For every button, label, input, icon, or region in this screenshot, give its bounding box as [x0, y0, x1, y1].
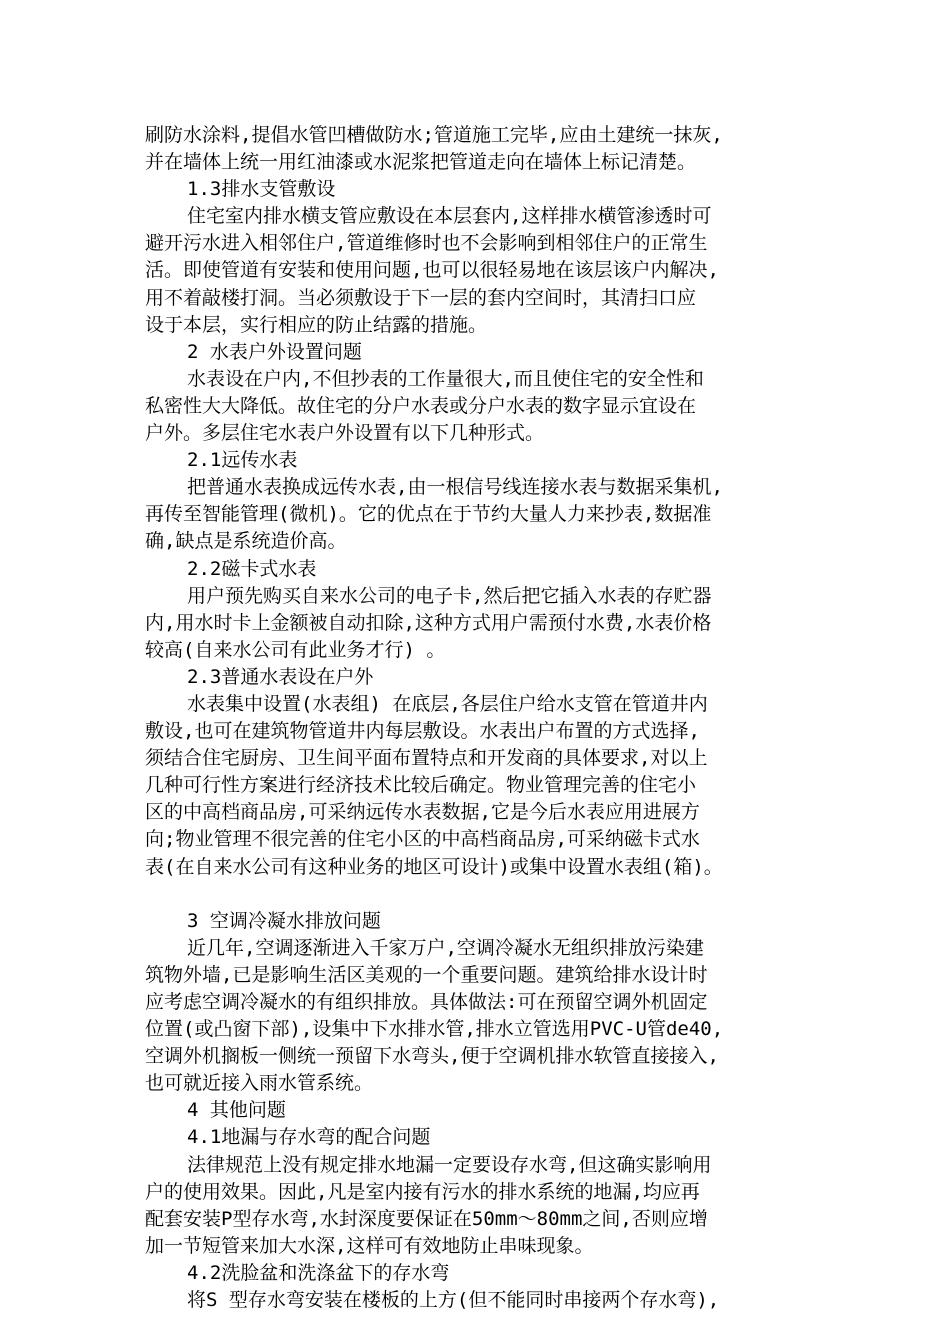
text-line: 确,缺点是系统造价高。 [145, 530, 347, 553]
text-line: 向;物业管理不很完善的住宅小区的中高档商品房,可采纳磁卡式水 [145, 828, 700, 851]
text-line: 水表设在户内,不但抄表的工作量很大,而且使住宅的安全性和 [187, 367, 704, 390]
document-page [145, 122, 810, 1314]
text-line: 近几年,空调逐渐进入千家万户,空调冷凝水无组织排放污染建 [187, 936, 704, 959]
text-line: 应考虑空调冷凝水的有组织排放。具体做法:可在预留空调外机固定 [145, 991, 708, 1013]
text-line: 位置(或凸窗下部),设集中下水排水管,排水立管选用PVC-U管de40, [145, 1018, 724, 1041]
text-line: 2.2磁卡式水表 [187, 557, 317, 580]
text-line: 刷防水涂料,提倡水管凹槽做防水;管道施工完毕,应由土建统一抹灰, [145, 124, 723, 146]
blank-line [145, 881, 810, 908]
text-line: 也可就近接入雨水管系统。 [145, 1072, 374, 1095]
text-line: 住宅室内排水横支管应敷设在本层套内,这样排水横管渗透时可 [187, 205, 712, 228]
text-line: 空调外机搁板一侧统一预留下水弯头,便于空调机排水软管直接接入, [145, 1045, 719, 1068]
text-line: 用户预先购买自来水公司的电子卡,然后把它插入水表的存贮器 [187, 584, 712, 607]
text-line: 活。即使管道有安装和使用问题,也可以很轻易地在该层该户内解决, [145, 259, 719, 282]
text-line: 较高(自来水公司有此业务才行) 。 [145, 638, 446, 661]
text-line: 加一节短管来加大水深,这样可有效地防止串味现象。 [145, 1234, 594, 1257]
text-line: 2 水表户外设置问题 [187, 340, 362, 363]
text-line: 避开污水进入相邻住户,管道维修时也不会影响到相邻住户的正常生 [145, 232, 708, 255]
text-line: 筑物外墙,已是影响生活区美观的一个重要问题。建筑给排水设计时 [145, 963, 708, 986]
text-line: 4 其他问题 [187, 1099, 286, 1122]
text-line: 法律规范上没有规定排水地漏一定要设存水弯,但这确实影响用 [187, 1153, 712, 1176]
text-line: 须结合住宅厨房、卫生间平面布置特点和开发商的具体要求,对以上 [145, 747, 708, 770]
text-line: 把普通水表换成远传水表,由一根信号线连接水表与数据采集机, [187, 476, 723, 499]
text-line: 几种可行性方案进行经济技术比较后确定。物业管理完善的住宅小 [145, 774, 697, 797]
text-line: 1.3排水支管敷设 [187, 178, 336, 201]
text-line: 用不着敲楼打洞。当必须敷设于下一层的套内空间时，其清扫口应 [145, 286, 697, 309]
text-line: 设于本层，实行相应的防止结露的措施。 [145, 313, 488, 336]
text-line: 水表集中设置(水表组) 在底层,各层住户给水支管在管道井内 [187, 692, 708, 715]
text-line: 4.1地漏与存水弯的配合问题 [187, 1126, 431, 1149]
text-line: 将S 型存水弯安装在楼板的上方(但不能同时串接两个存水弯), [187, 1289, 720, 1312]
text-line: 户的使用效果。因此,凡是室内接有污水的排水系统的地漏,均应再 [145, 1180, 700, 1203]
text-line: 私密性大大降低。故住宅的分户水表或分户水表的数字显示宜设在 [145, 394, 697, 417]
text-line: 并在墙体上统一用红油漆或水泥浆把管道走向在墙体上标记清楚。 [145, 151, 697, 174]
text-line: 内,用水时卡上金额被自动扣除,这种方式用户需预付水费,水表价格 [145, 611, 712, 634]
text-line: 2.3普通水表设在户外 [187, 665, 374, 688]
text-line: 3 空调冷凝水排放问题 [187, 909, 381, 932]
text-line: 区的中高档商品房,可采纳远传水表数据,它是今后水表应用进展方 [145, 801, 700, 824]
text-line: 配套安装P型存水弯,水封深度要保证在50mm～80mm之间,否则应增 [145, 1207, 708, 1230]
text-line: 户外。多层住宅水表户外设置有以下几种形式。 [145, 422, 545, 445]
text-line: 再传至智能管理(微机)。它的优点在于节约大量人力来抄表,数据准 [145, 503, 712, 526]
text-line: 敷设,也可在建筑物管道井内每层敷设。水表出户布置的方式选择, [145, 720, 700, 743]
text-line: 2.1远传水表 [187, 449, 298, 472]
text-line: 4.2洗脸盆和洗涤盆下的存水弯 [187, 1261, 450, 1284]
text-line: 表(在自来水公司有这种业务的地区可设计)或集中设置水表组(箱)。 [145, 855, 723, 878]
